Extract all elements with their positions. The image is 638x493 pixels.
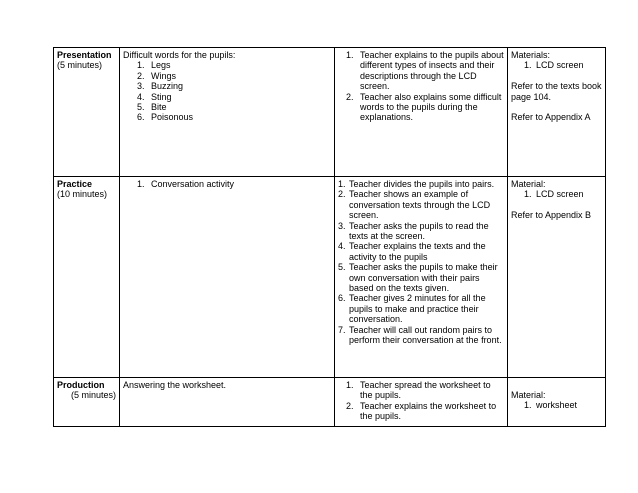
list-item: 2. Teacher explains the worksheet to the pupils. xyxy=(346,400,497,422)
list-item: 1. Teacher divides the pupils into pairs. xyxy=(338,179,495,189)
materials-cell xyxy=(508,378,606,427)
list-item: 1. Teacher spread the worksheet to the pupils. xyxy=(346,380,491,401)
list-item: 3. Teacher asks the pupils to read the texts at the screen. xyxy=(338,220,489,242)
list-item: 1. Conversation activity xyxy=(137,179,235,189)
content-intro: Difficult words for the pupils: xyxy=(123,50,236,60)
list-item: 6. Teacher gives 2 minutes for all the pupils to make and practice their conversation. xyxy=(338,293,486,325)
stage-title: Practice xyxy=(57,179,93,189)
list-item: 2. Wings xyxy=(137,70,177,81)
reference-text: Refer to the texts book page 104. xyxy=(511,81,602,102)
stage-title: Production xyxy=(57,380,105,390)
list-item: 1. LCD screen xyxy=(524,189,584,200)
list-item: 5. Teacher asks the pupils to make their own conversation with their pairs based on the texts given. xyxy=(338,262,498,294)
list-item: 5. Bite xyxy=(137,102,167,113)
activities-cell xyxy=(335,48,508,177)
activities-cell xyxy=(335,378,508,427)
content-cell xyxy=(120,177,335,378)
practice-row xyxy=(54,177,606,378)
list-item: 4. Teacher explains the texts and the activity to the pupils xyxy=(338,241,486,262)
stage-cell xyxy=(54,378,120,427)
activities-cell xyxy=(335,177,508,378)
reference-text: Refer to Appendix A xyxy=(511,112,591,123)
materials-cell xyxy=(508,48,606,177)
content-cell xyxy=(120,48,335,177)
lesson-plan-table xyxy=(53,47,606,427)
list-item: 7. Teacher will call out random pairs to perform their conversation at the front. xyxy=(338,324,502,346)
stage-duration: (5 minutes) xyxy=(71,390,117,401)
list-item: 1. worksheet xyxy=(524,400,578,411)
presentation-row xyxy=(54,48,606,177)
reference-text: Refer to Appendix B xyxy=(511,210,592,221)
materials-label: Material: xyxy=(511,179,546,189)
production-row xyxy=(54,378,606,427)
materials-list xyxy=(511,400,602,410)
activities-list xyxy=(338,179,504,346)
activities-list xyxy=(338,50,504,123)
list-item: 6. Poisonous xyxy=(137,112,194,123)
materials-label: Material: xyxy=(511,390,546,400)
list-item: 1. Teacher explains to the pupils about different types of insects and their descriptions through the LCD screen. xyxy=(346,50,504,92)
content-cell xyxy=(120,378,335,427)
list-item: 1. LCD screen xyxy=(524,60,584,71)
list-item: 2. Teacher also explains some difficult words to the pupils during the explanations. xyxy=(346,91,502,123)
stage-title: Presentation xyxy=(57,50,112,60)
activities-list xyxy=(338,380,504,422)
stage-cell xyxy=(54,48,120,177)
stage-cell xyxy=(54,177,120,378)
materials-list xyxy=(511,189,602,199)
list-item: 2. Teacher shows an example of conversation texts through the LCD screen. xyxy=(338,189,491,221)
list-item: 1. Legs xyxy=(137,60,171,71)
materials-list xyxy=(511,60,602,70)
stage-duration: (10 minutes) xyxy=(57,189,108,200)
materials-cell xyxy=(508,177,606,378)
stage-duration: (5 minutes) xyxy=(57,60,103,71)
content-list xyxy=(123,179,331,189)
list-item: 4. Sting xyxy=(137,91,172,102)
content-intro: Answering the worksheet. xyxy=(123,380,227,390)
list-item: 3. Buzzing xyxy=(137,81,184,92)
materials-label: Materials: xyxy=(511,50,551,60)
difficult-words-list xyxy=(123,60,331,122)
